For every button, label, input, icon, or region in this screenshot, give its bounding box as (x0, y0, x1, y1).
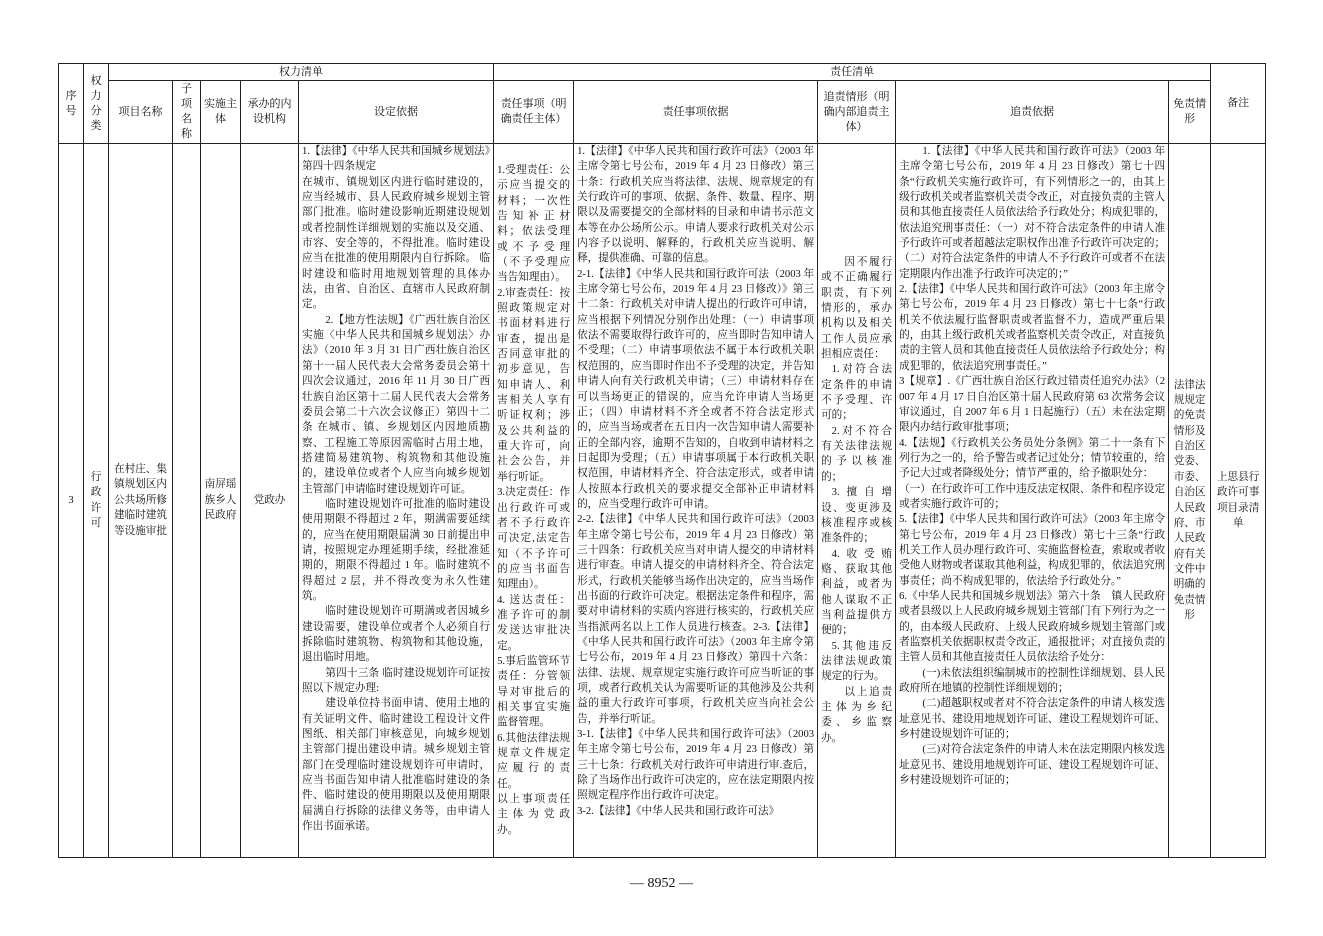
cell-item-name: 在村庄、集镇规划区内公共场所修建临时建筑等设施审批 (109, 144, 173, 858)
cell-exemption: 法律法规规定的免责情形及自治区党委、市委、自治区人民政府、市人民政府有关文件中明确的免责情形 (1169, 144, 1211, 858)
accountability-basis-paragraph: 2.【法律】《中华人民共和国行政许可法》（2003 年主席令第七号公布，2019 年 4 月 23 日修改）第七十七条“行政机关不依法履行监督职责或者监督不力，造成严重后果的，由其上级行政机关或者监察机关责令改正，对直接负责的主管人员和其他直接责任人员依法给予行政处分；构成犯罪的，依法追究刑事责任。” (899, 284, 1166, 372)
accountability-item: 4.收受贿赂、获取其他利益，或者为他人谋取不正当利益提供方便的； (821, 548, 893, 637)
cell-resp-items (494, 144, 574, 858)
resp-basis-paragraph: 2-1.【法律】《中华人民共和国行政许可法（2003 年主席令第七号公布，2019 年 4 月 23 日修改）》第三十二条：行政机关对申请人提出的行政许可申请，应当根据下列情况分别作出处理：（一）申请事项依法不需要取得行政许可的，应当即时告知申请人不受理；（二）申请事项依法不属于本行政机关职权范围的，应当即时作出不予受理的决定，并告知申请人向有关行政机关申请；（三）申请材料存在可以当场更正的错误的，应当允许申请人当场更正；（四）申请材料不齐全或者不符合法定形式的，应当当场或者在五日内一次告知申请人需要补正的全部内容，逾期不告知的，自收到申请材料之日起即为受理；（五）申请事项属于本行政机关职权范围，申请材料齐全、符合法定形式，或者申请人按照本行政机关的要求提交全部补正申请材料的，应当受理行政许可申请。 (577, 268, 815, 510)
accountability-basis-paragraph: 5.【法律】《中华人民共和国行政许可法》（2003 年主席令第七号公布，2019 年 4 月 23 日修改）第七十三条“行政机关工作人员办理行政许可、实施监督检查，索取或者收受他人财物或者谋取其他利益，构成犯罪的，依法追究刑事责任；尚不构成犯罪的，依法给予行政处分。” (899, 514, 1166, 587)
cell-category: 行政许可 (84, 144, 109, 858)
accountability-item: 因不履行或不正确履行职责，有下列情形的，承办机构以及相关工作人员应承担相应责任： (821, 257, 893, 361)
header-row-columns (59, 81, 1266, 144)
resp-item: 1.受理责任：公示应当提交的材料；一次性告知补正材料；依法受理或不予受理（不予受理应当告知理由）。 (497, 164, 571, 284)
cell-basis (299, 144, 494, 858)
basis-paragraph: 第四十三条 临时建设规划许可证按照以下规定办理: (302, 667, 491, 695)
resp-basis-paragraph: 1.【法律】《中华人民共和国行政许可法》（2003 年主席令第七号公布，2019 年 4 月 23 日修改）第三十条：行政机关应当将法律、法规、规章规定的有关行政许可的事项、依据、条件、数量、程序、期限以及需要提交的全部材料的目录和申请书示范文本等在办公场所公示。申请人要求行政机关对公示内容予以说明、解释的，行政机关应当说明、解释，提供准确、可靠的信息。 (577, 146, 815, 265)
accountability-basis-paragraph: 4.【法规】《行政机关公务员处分条例》第二十一条有下列行为之一的，给予警告或者记过处分；情节较重的，给予记大过或者降级处分；情节严重的，给予撤职处分： (899, 437, 1166, 480)
col-header-remarks: 备注 (1211, 64, 1266, 144)
col-header-implementer: 实施主体 (201, 81, 241, 144)
page-number: — 8952 — (630, 876, 693, 891)
accountability-item: 1.对符合法定条件的申请不予受理、许可的； (821, 364, 893, 422)
col-header-resp-items: 责任事项（明确责任主体） (494, 81, 574, 144)
resp-item: 2.审查责任：按照政策规定对书面材料进行审查，提出是否同意审批的初步意见，告知申请人、利害相关人享有听证权利；涉及公共利益的重大许可，向社会公告，并举行听证。 (497, 287, 571, 483)
accountability-item: 2.对不符合有关法律法规的予以核准的； (821, 425, 893, 483)
cell-implementer: 南屏瑶族乡人民政府 (201, 144, 241, 858)
accountability-basis-paragraph: 1.【法律】《中华人民共和国行政许可法》（2003 年主席令第七号公布，2019 年 4 月 23 日修改）第七十四条“行政机关实施行政许可，有下列情形之一的，由其上级行政机关或者监察机关责令改正，对直接负责的主管人员和其他直接责任人员依法给予行政处分；构成犯罪的，依法追究刑事责任：（一）对不符合法定条件的申请人准予行政许可或者超越法定职权作出准予行政许可决定的；（二）对符合法定条件的申请人不予行政许可或者不在法定期限内作出准予行政许可决定的；” (899, 146, 1166, 280)
resp-basis-paragraph: 2-2.【法律】《中华人民共和国行政许可法》（2003 年主席令第七号公布，2019 年 4 月 23 日修改）第三十四条：行政机关应当对申请人提交的申请材料进行审查。申请人提交的申请材料齐全、符合法定形式，行政机关能够当场作出决定的，应当当场作出书面的行政许可决定。根据法定条件和程序，需要对申请材料的实质内容进行核实的，行政机关应当指派两名以上工作人员进行核查。2-3.【法律】《中华人民共和国行政许可法》（2003 年主席令第七号公布，2019 年 4 月 23 日修改）第四十六条：法律、法规、规章规定实施行政许可应当听证的事项，或者行政机关认为需要听证的其他涉及公共利益的重大行政许可事项，行政机关应当向社会公告，并举行听证。 (577, 514, 815, 725)
resp-item: 6.其他法律法规规章文件规定应履行的责任。 (497, 732, 571, 790)
cell-resp-basis (574, 144, 818, 858)
table-row (59, 144, 1266, 858)
basis-paragraph: 在城市、镇规划区内进行临时建设的，应当经城市、县人民政府城乡规划主管部门批准。临时建设影响近期建设规划或者控制性详细规划的实施以及交通、市容、安全等的，不得批准。临时建设应当在批准的使用期限内自行拆除。 临时建设和临时用地规划管理的具体办法，由省、自治区、直辖市人民政府制定。 (302, 176, 491, 311)
col-header-category: 权力分类 (84, 64, 109, 144)
resp-item: 3.决定责任：作出行政许可或者不予行政许可决定,法定告知（不予许可的应当书面告知理由）。 (497, 487, 571, 591)
cell-sub-item-name (173, 144, 201, 858)
col-header-exemption: 免责情形 (1169, 81, 1211, 144)
accountability-basis-paragraph: 6.《中华人民共和国城乡规划法》第六十条 镇人民政府或者县级以上人民政府城乡规划主管部门有下列行为之一的，由本级人民政府、上级人民政府城乡规划主管部门或者监察机关依据职权责令改正，通报批评；对直接负责的主管人员和其他直接责任人员依法给予处分： (899, 590, 1166, 664)
basis-paragraph: 2.【地方性法规】《广西壮族自治区实施〈中华人民共和国城乡规划法〉办法》（2010 年 3 月 31 日广西壮族自治区第十一届人民代表大会常务委员会第十四次会议通过，2016 年 11 月 30 日广西壮族自治区第十二届人民代表大会常务委员会第二十六次会议修正）第四十二条 在城市、镇、乡规划区内因地质勘察、工程施工等原因需临时占用土地，搭建简易建筑物、构筑物和其他设施的，建设单位或者个人应当向城乡规划主管部门申请临时建设规划许可证。 (302, 314, 491, 495)
accountability-basis-paragraph: (二)超越职权或者对不符合法定条件的申请人核发选址意见书、建设用地规划许可证、建设工程规划许可证、乡村建设规划许可证的； (899, 698, 1166, 741)
cell-remarks: 上思县行政许可事项目录清单 (1211, 144, 1266, 858)
col-header-seq: 序号 (59, 64, 84, 144)
accountability-basis-paragraph: （一）在行政许可工作中违反法定权限、条件和程序设定或者实施行政许可的； (899, 483, 1166, 510)
basis-paragraph: 1.【法律】《中华人民共和国城乡规划法》第四十四条规定 (302, 146, 491, 173)
cell-internal-unit: 党政办 (241, 144, 299, 858)
basis-paragraph: 建设单位持书面申请、使用土地的有关证明文件、临时建设工程设计文件图纸、相关部门审核意见，向城乡规划主管部门提出建设申请。城乡规划主管部门在受理临时建设规划许可申请时，应当书面告知申请人批准临时建设的条件、临时建设的使用期限以及使用期限届满自行拆除的法律义务等，由申请人作出书面承诺。 (302, 698, 491, 833)
col-header-accountability: 追责情形（明确内部追责主体） (818, 81, 896, 144)
header-row-groups (59, 64, 1266, 81)
accountability-basis-paragraph: 3【规章】.《广西壮族自治区行政过错责任追究办法》（2007 年 4 月 17 日自治区第十届人民政府第 63 次常务会议审议通过，自 2007 年 6 月 1 日起施行）（五）未在法定期限内办结行政审批事项； (899, 376, 1166, 434)
group-header-power-list: 权力清单 (109, 64, 494, 81)
basis-paragraph: 临时建设规划许可批准的临时建设使用期限不得超过 2 年，期满需要延续的，应当在使用期限届满 30 日前提出申请，按照规定办理延期手续，经批准延期的，期限不得超过 1 年。临时建筑不得超过 2 层，并不得改变为永久性建筑。 (302, 498, 491, 602)
col-header-internal-unit: 承办的内设机构 (241, 81, 299, 144)
resp-item: 5.事后监管环节责任：分管领导对审批后的相关事宜实施监督管理。 (497, 655, 571, 729)
cell-accountability-basis (896, 144, 1169, 858)
col-header-item-name: 项目名称 (109, 81, 173, 144)
accountability-item: 5.其他违反法律法规政策规定的行为。 (821, 640, 893, 683)
group-header-responsibility-list: 责任清单 (494, 64, 1211, 81)
cell-seq: 3 (59, 144, 84, 858)
resp-item: 4. 送达责任：准予许可的制发送达审批决定。 (497, 594, 571, 652)
basis-paragraph: 临时建设规划许可期满或者因城乡建设需要，建设单位或者个人必须自行拆除临时建筑物、构筑物和其他设施，退出临时用地。 (302, 606, 491, 664)
col-header-basis: 设定依据 (299, 81, 494, 144)
resp-item: 以上事项责任主体为党政办。 (497, 794, 571, 836)
cell-accountability (818, 144, 896, 858)
col-header-accountability-basis: 追责依据 (896, 81, 1169, 144)
accountability-item: 以上追责主体为乡纪委、乡监察办。 (821, 686, 893, 744)
accountability-basis-paragraph: (一)未依法组织编制城市的控制性详细规划、县人民政府所在地镇的控制性详细规划的； (899, 667, 1166, 695)
col-header-resp-basis: 责任事项依据 (574, 81, 818, 144)
col-header-sub-item-name: 子项名称 (173, 81, 201, 144)
resp-basis-paragraph: 3-2.【法律】《中华人民共和国行政许可法》 (577, 805, 780, 817)
accountability-item: 3.擅自增设、变更涉及核准程序或核准条件的； (821, 487, 893, 545)
accountability-basis-paragraph: (三)对符合法定条件的申请人未在法定期限内核发选址意见书、建设用地规划许可证、建设工程规划许可证、乡村建设规划许可证的； (899, 744, 1166, 787)
power-responsibility-table (58, 63, 1266, 858)
resp-basis-paragraph: 3-1.【法律】《中华人民共和国行政许可法》（2003 年主席令第七号公布，2019 年 4 月 23 日修改）第三十七条：行政机关对行政许可申请进行审.查后，除了当场作出行政许可决定的，应在法定期限内按照规定程序作出行政许可决定。 (577, 729, 815, 802)
